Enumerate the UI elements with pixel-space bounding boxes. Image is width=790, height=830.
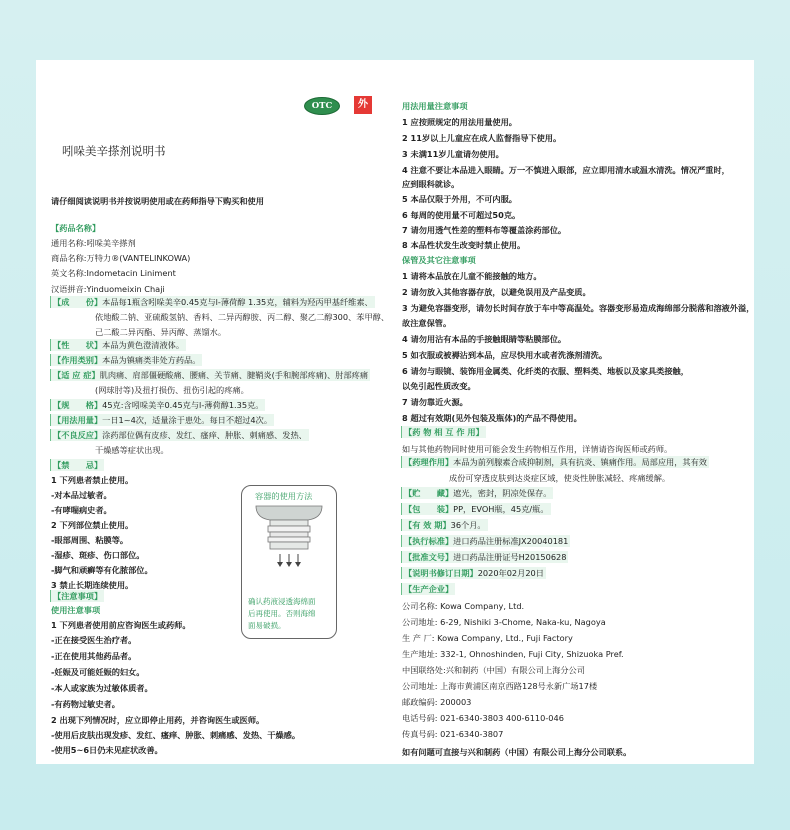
standard-text: 进口药品注册标准JX20040181	[453, 536, 569, 546]
dose-item: 2 11岁以上儿童应在成人监督指导下使用。	[402, 133, 562, 143]
storage-item: 8 超过有效期(见外包装及瓶体)的产品不得使用。	[402, 413, 582, 423]
diagram-title: 容器的使用方法	[255, 491, 313, 501]
contact-footer: 如有问题可直接与兴和制药（中国）有限公司上海分公司联系。	[402, 747, 632, 757]
precaution-item: -有药物过敏史者。	[51, 699, 120, 709]
category-row	[50, 354, 202, 366]
interaction-label: 【药 物 相 互 作 用】	[404, 427, 484, 437]
company-line: 公司地址: 6-29, Nishiki 3-Chome, Naka-ku, Nagoya	[402, 617, 606, 627]
read-notice: 请仔细阅读说明书并按说明使用或在药师指导下购买和使用	[51, 196, 264, 206]
contra-item: -湿疹、斑疹、伤口部位。	[51, 550, 145, 560]
contra-item: -眼部周围、粘膜等。	[51, 535, 129, 545]
company-line: 中国联络处:兴和制药（中国）有限公司上海分公司	[402, 665, 585, 675]
package-row	[401, 503, 551, 515]
indication-text: 肌肉痛、肩部僵硬酸痛、腰痛、关节痛、腱鞘炎(手和腕部疼痛)、肘部疼痛	[99, 370, 369, 380]
storage-item: 3 为避免容器变形，请勿长时间存放于车中等高温处。容器变形易造成海绵部分脱落和溶液外溢，	[402, 303, 755, 313]
company-label: 【生产企业】	[404, 584, 454, 594]
storage-item: 4 请勿用沾有本品的手接触眼睛等粘膜部位。	[402, 334, 567, 344]
adverse-label: 【不良反应】	[53, 430, 103, 440]
ingredients-line-3: 己二酸二异丙酯、异丙醇、蒸馏水。	[95, 327, 227, 337]
validity-text: 36个月。	[450, 520, 486, 530]
storage-label: 【贮 藏】	[404, 488, 454, 498]
spec-text: 45克:含吲哚美辛0.45克与l-薄荷醇1.35克。	[102, 400, 264, 410]
container-usage-diagram	[241, 485, 337, 639]
pharmacology-label: 【药理作用】	[404, 457, 454, 467]
storage-item: 6 请勿与眼镜、装饰用金属类、化纤类的衣服、塑料类、地板以及家具类接触，	[402, 366, 689, 376]
drug-name-header: 【药品名称】	[51, 223, 101, 233]
precaution-item: -使用5~6日仍未见症状改善。	[51, 745, 163, 755]
dose-item: 3 未满11岁儿童请勿使用。	[402, 149, 504, 159]
adverse-line-2: 干燥感等症状出现。	[95, 445, 169, 455]
contra-item: -脚气和顽癣等有化脓部位。	[51, 565, 153, 575]
leaflet-sheet	[36, 60, 754, 764]
dose-precautions-title: 用法用量注意事项	[402, 101, 468, 111]
standard-label: 【执行标准】	[404, 536, 454, 546]
dose-item: 应到眼科就诊。	[402, 179, 460, 189]
diagram-caption-line-3: 面易破损。	[248, 621, 286, 630]
character-row	[50, 339, 186, 351]
storage-precautions-title: 保管及其它注意事项	[402, 255, 476, 265]
precaution-item: 1 下列患者使用前应咨询医生或药师。	[51, 620, 191, 630]
precautions-label: 【注意事项】	[53, 591, 103, 601]
precaution-item: -妊娠及可能妊娠的妇女。	[51, 667, 145, 677]
indication-label: 【适 应 症】	[53, 370, 100, 380]
dose-item: 8 本品性状发生改变时禁止使用。	[402, 240, 526, 250]
dose-item: 4 注意不要让本品进入眼睛。万一不慎进入眼部，应立即用清水或温水清洗。情况严重时，	[402, 165, 730, 175]
precaution-item: -本人或家族为过敏体质者。	[51, 683, 153, 693]
contra-item: 1 下列患者禁止使用。	[51, 475, 134, 485]
usage-row	[50, 414, 274, 426]
contra-label: 【禁 忌】	[53, 460, 103, 470]
ingredients-line-2: 依地酸二钠、亚硫酸氢钠、香料、二异丙醇胺、丙二醇、聚乙二醇300、苯甲醇、	[95, 312, 390, 322]
company-line: 公司地址: 上海市黄浦区南京西路128号永新广场17楼	[402, 681, 598, 691]
pharmacology-row	[401, 456, 709, 468]
precaution-item: -正在接受医生治疗者。	[51, 635, 137, 645]
company-line: 公司名称: Kowa Company, Ltd.	[402, 601, 525, 611]
bottle-illustration	[242, 504, 336, 594]
category-label: 【作用类别】	[53, 355, 103, 365]
revision-label: 【说明书修订日期】	[404, 568, 478, 578]
interaction-text: 如与其他药物同时使用可能会发生药物相互作用，详情请咨询医师或药师。	[402, 444, 673, 454]
generic-name: 通用名称:吲哚美辛搽剂	[51, 238, 136, 248]
english-name: 英文名称:Indometacin Liniment	[51, 268, 176, 278]
company-line: 邮政编码: 200003	[402, 697, 472, 707]
adverse-text: 涂药部位偶有皮疹、发红、瘙痒、肿胀、刺痛感、发热、	[102, 430, 307, 440]
dose-item: 7 请勿用透气性差的塑料布等覆盖涂药部位。	[402, 225, 567, 235]
precaution-item: -正在使用其他药品者。	[51, 651, 137, 661]
dose-item: 5 本品仅限于外用，不可内服。	[402, 194, 517, 204]
character-text: 本品为黄色澄清液体。	[102, 340, 185, 350]
precaution-item: -使用后皮肤出现发疹、发红、瘙痒、肿胀、刺痛感、发热、干燥感。	[51, 730, 301, 740]
dose-item: 6 每周的使用量不可超过50克。	[402, 210, 521, 220]
package-text: PP，EVOH瓶，45克/瓶。	[453, 504, 549, 514]
pinyin-name: 汉语拼音:Yinduomeixin Chaji	[51, 284, 165, 294]
ingredients-text: 本品每1瓶含吲哚美辛0.45克与l-薄荷醇 1.35克，辅料为羟丙甲基纤维素、	[102, 297, 373, 307]
contra-item: 3 禁止长期连续使用。	[51, 580, 134, 590]
storage-item: 2 请勿放入其他容器存放，以避免误用及产品变质。	[402, 287, 591, 297]
character-label: 【性 状】	[53, 340, 103, 350]
usage-label: 【用法用量】	[53, 415, 103, 425]
revision-text: 2020年02月20日	[477, 568, 544, 578]
usage-text: 一日1~4次，适量涂于患处。每日不超过4次。	[102, 415, 273, 425]
company-line: 生 产 厂: Kowa Company, Ltd., Fuji Factory	[402, 633, 573, 643]
storage-row	[401, 487, 553, 499]
storage-item: 5 如衣服或被褥沾到本品，应尽快用水或者洗涤剂清洗。	[402, 350, 608, 360]
validity-row	[401, 519, 488, 531]
document-title: 吲哚美辛搽剂说明书	[62, 144, 166, 158]
adverse-row	[50, 429, 309, 441]
approval-text: 进口药品注册证号H20150628	[453, 552, 567, 562]
contra-item: 2 下列部位禁止使用。	[51, 520, 134, 530]
storage-item: 7 请勿靠近火源。	[402, 397, 468, 407]
storage-text: 遮光，密封，阴凉处保存。	[453, 488, 552, 498]
indication-line-2: (网球肘等)及扭打损伤、扭伤引起的疼痛。	[95, 385, 249, 395]
pharmacology-line-2: 成份可穿透皮肤到达炎症区域，使炎性肿胀减轻、疼痛缓解。	[449, 473, 671, 483]
ingredients-row	[50, 296, 375, 308]
standard-row	[401, 535, 570, 547]
validity-label: 【有 效 期】	[404, 520, 451, 530]
usage-precautions-title: 使用注意事项	[51, 605, 101, 615]
storage-item: 以免引起性质改变。	[402, 381, 476, 391]
interaction-row	[401, 426, 486, 438]
diagram-caption-line-1: 确认药液浸透海绵面	[248, 597, 316, 606]
ingredients-label: 【成 份】	[53, 297, 103, 307]
external-use-badge: 外	[354, 96, 372, 114]
precaution-item: 2 出现下列情况时，应立即停止用药，并咨询医生或医师。	[51, 715, 265, 725]
otc-badge: OTC	[304, 97, 340, 115]
company-line: 电话号码: 021-6340-3803 400-6110-046	[402, 713, 564, 723]
storage-item: 故注意保管。	[402, 318, 452, 328]
dose-item: 1 应按照规定的用法用量使用。	[402, 117, 517, 127]
company-row	[401, 583, 455, 595]
company-line: 传真号码: 021-6340-3807	[402, 729, 504, 739]
storage-item: 1 请将本品放在儿童不能接触的地方。	[402, 271, 542, 281]
indication-row	[50, 369, 370, 381]
contra-item: -有哮喘病史者。	[51, 505, 112, 515]
precautions-row	[50, 590, 104, 602]
contra-item: -对本品过敏者。	[51, 490, 112, 500]
contra-row	[50, 459, 104, 471]
category-text: 本品为镇痛类非处方药品。	[102, 355, 201, 365]
package-label: 【包 装】	[404, 504, 454, 514]
spec-row	[50, 399, 265, 411]
company-line: 生产地址: 332-1, Ohnoshinden, Fuji City, Shizuoka Pref.	[402, 649, 624, 659]
trade-name: 商品名称:万特力®(VANTELINKOWA)	[51, 253, 191, 263]
revision-row	[401, 567, 546, 579]
approval-label: 【批准文号】	[404, 552, 454, 562]
diagram-caption-line-2: 后再使用。否则海绵	[248, 609, 316, 618]
spec-label: 【规 格】	[53, 400, 103, 410]
pharmacology-text: 本品为前列腺素合成抑制剂，具有抗炎、镇痛作用。局部应用，其有效	[453, 457, 707, 467]
approval-row	[401, 551, 568, 563]
